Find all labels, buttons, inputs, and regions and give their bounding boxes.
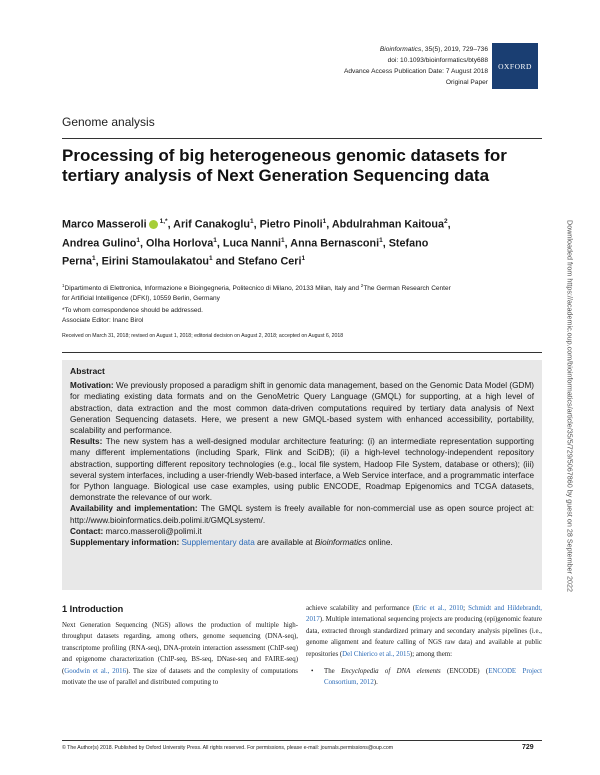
abstract-supplementary: Supplementary information: Supplementary data are available at Bioinformatics online. (70, 538, 393, 548)
section-label: Genome analysis (62, 115, 155, 129)
author-separator: , (95, 255, 102, 268)
author-affiliation-marker: 1 (301, 255, 306, 263)
intro-paragraph-1: Next Generation Sequencing (NGS) allows the production of multiple high-throughput datasets regarding, among others, genome sequencing (DNA-seq), transcriptome profiling (RNA-seq), DNA-protein interaction assessment (ChIP-seq) and epigenome characterization (ChIP-seq, BS-seq, DNase-seq and FAIRE-seq) (Goodwin et al., 2016). The size of datasets and the complexity of computations motivate the use of parallel and distributed computing to (62, 622, 298, 687)
author-name: Abdulrahman Kaitoua (331, 218, 445, 231)
article-title: Processing of big heterogeneous genomic datasets for tertiary analysis of Next Generation Sequencing data (62, 146, 507, 185)
received-dates: Received on March 31, 2018; revised on August 1, 2018; editorial decision on August 2, 2018; accepted on August 6, 2018 (62, 333, 344, 339)
author-name: Marco Masseroli (62, 218, 147, 231)
author-separator: , (284, 237, 291, 250)
author-separator: , (167, 218, 174, 231)
abstract-box (62, 360, 542, 590)
article-type: Original Paper (445, 79, 488, 86)
correspondence-note: *To whom correspondence should be addressed. (62, 307, 203, 314)
abstract-motivation: Motivation: We previously proposed a paradigm shift in genomic data management, based on the Genomic Data Model (GDM) for mediating existing data formats and on the GenoMetric Query Language (GMQL) for supporting, at a high level of abstraction, data extraction and the most common data-driven computations required by tertiary data analysis of Next Generation Sequencing datasets. Here, we present a new GMQL-based system with enhanced accessibility, portability, scalability and performance. (70, 381, 534, 436)
author-affiliation-marker: 1,* (159, 218, 168, 225)
author-separator: and (212, 255, 238, 268)
correspondence-block (62, 306, 203, 326)
bullet-icon: • (311, 668, 314, 676)
author-name: Andrea Gulino (62, 237, 137, 250)
list-item: • The Encyclopedia of DNA elements (ENCODE) (ENCODE Project Consortium, 2012). (311, 668, 543, 687)
author-separator: , (326, 218, 332, 231)
supplementary-data-link[interactable]: Supplementary data (181, 538, 255, 548)
author-affiliation-marker: 1 (136, 236, 141, 244)
journal-name: Bioinformatics (379, 46, 422, 53)
affiliations: $^1$Dipartimento di Elettronica, Informazione e Bioingegneria, Politecnico di Milano, 20133 Milan, Italy and $^2$The German Research Center for Artificial Intelligence (DFKI), 10559 Berlin, Germany (62, 283, 451, 303)
copyright-notice: © The Author(s) 2018. Published by Oxford University Press. All rights reserved. For permissions, please e-mail: journals.permissions@oup.com (62, 745, 394, 751)
body-column-left (62, 603, 298, 688)
abstract-heading: Abstract (70, 366, 105, 376)
citation-link[interactable]: ENCODE Project Consortium, 2012 (324, 668, 543, 687)
author-separator: , (216, 237, 223, 250)
author-name: Arif Canakoglu (173, 218, 250, 231)
author-affiliation-marker: 1 (379, 236, 383, 244)
journal-doi[interactable]: doi: 10.1093/bioinformatics/bty688 (387, 57, 488, 64)
author-separator: , (447, 218, 451, 231)
orcid-icon[interactable] (149, 220, 158, 229)
journal-citation: , 35(5), 2019, 729–736 (421, 46, 488, 53)
author-separator: , (253, 218, 260, 231)
associate-editor: Associate Editor: Inanc Birol (62, 317, 144, 324)
abstract-divider (62, 352, 542, 353)
author-name: Luca Nanni (222, 237, 282, 250)
author-list (62, 214, 462, 270)
author-name: Pietro Pinoli (259, 218, 323, 231)
author-affiliation-marker: 1 (281, 236, 285, 244)
author-affiliation-marker: 1 (322, 218, 327, 225)
abstract-availability: Availability and implementation: The GMQL system is freely available for non-commercial use as open source project at: http://www.bioinformatics.deib.polimi.it/GMQLsystem/. (70, 504, 535, 525)
author-separator: , (140, 237, 147, 250)
author-separator: , (382, 237, 389, 250)
abstract-results: Results: The new system has a well-designed modular architecture featuring: (i) an intermediate representation supporting many different implementations (including Spark, Flink and SciDB); (ii) a high-level technology-independent repository abstraction, supporting different repository technologies (e.g., local file system, Hadoop File System, database or others); (iii) several system interfaces, including a user-friendly Web-based interface, a Web Service interface, and a programmatic interface for Python language. Biological use case examples, using public ENCODE, Roadmap Epigenomics and TCGA datasets, demonstrate the relevance of our work. (70, 437, 534, 503)
body-column-right (306, 603, 542, 689)
author-name: Anna Bernasconi (290, 237, 380, 250)
author-name: Eirini Stamoulakatou (101, 255, 210, 268)
author-affiliation-marker: 1 (92, 255, 96, 263)
author-affiliation-marker: 2 (444, 218, 448, 225)
author-affiliation-marker: 1 (249, 218, 254, 225)
citation-link[interactable]: Schmidt and Hildebrandt, 2017 (306, 605, 542, 624)
intro-heading: 1 Introduction (62, 604, 124, 614)
citation-link[interactable]: Eric et al., 2010 (415, 605, 464, 612)
journal-meta (344, 44, 488, 88)
intro-paragraph-2: achieve scalability and performance (Eric et al., 2010; Schmidt and Hildebrandt, 2017). Multiple international sequencing projects are producing (epi)genomic feature data, extracted through standardized primary and secondary analysis pipelines (i.e., genome alignment and feature calling of NGS raw data) and available at public repositories (Del Chierico et al., 2015); among them: (306, 605, 542, 658)
abstract-contact: Contact: marco.masseroli@polimi.it (70, 526, 202, 536)
author-affiliation-marker: 1 (209, 255, 213, 263)
oxford-logo: OXFORD (492, 43, 538, 89)
footer-divider (62, 740, 542, 741)
download-watermark: Downloaded from https://academic.oup.com/bioinformatics/article/35/5/729/5067860 by guest on 28 September 2022 (565, 220, 575, 592)
author-name: Olha Horlova (146, 237, 214, 250)
header-divider (62, 138, 542, 139)
author-name: Stefano Perna (62, 237, 429, 268)
author-name: Stefano Ceri (237, 255, 302, 268)
advance-access-date: Advance Access Publication Date: 7 August 2018 (343, 68, 488, 75)
page-number: 729 (522, 744, 534, 751)
citation-link[interactable]: Del Chierico et al., 2015 (342, 650, 410, 658)
citation-link[interactable]: Goodwin et al., 2016 (64, 667, 127, 675)
author-affiliation-marker: 1 (213, 236, 217, 244)
